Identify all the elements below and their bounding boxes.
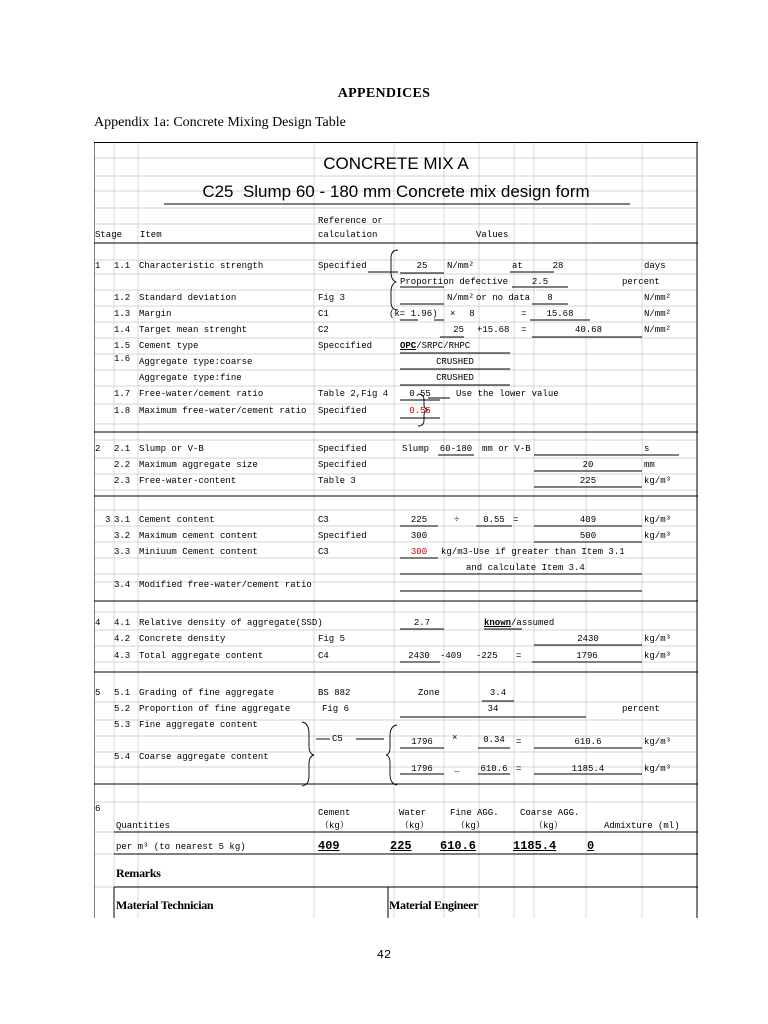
value-cell: 300 (410, 531, 428, 541)
item-reference: Specified (318, 460, 367, 470)
item-reference: BS 882 (318, 688, 351, 698)
value-cell: 1796 (411, 737, 433, 747)
col-cement: Cement (318, 808, 351, 818)
multiply-symbol: × (450, 309, 456, 319)
minimum-cement-note: kg/m3-Use if greater than Item 3.1 (441, 547, 625, 557)
item-label: Free-water-content (139, 476, 237, 486)
col-header-calculation: calculation (318, 230, 378, 240)
item-label: Proportion of fine aggregate (139, 704, 291, 714)
page-number: 42 (376, 948, 392, 962)
item-number: 3.2 (114, 531, 131, 541)
minus-cement: -409 (440, 651, 462, 661)
item-label: Characteristic strength (139, 261, 264, 271)
item-number: 1.5 (114, 341, 131, 351)
text-assumed: /assumed (511, 618, 555, 628)
item-reference: C3 (318, 547, 329, 557)
value-cell: 8 (469, 309, 475, 319)
col-fine-agg: Fine AGG. (450, 808, 499, 818)
unit-label: kg/m³ (644, 531, 672, 541)
value-cell: 2430 (577, 634, 599, 644)
equals-sign: = (516, 737, 522, 747)
item-label: Coarse aggregate content (139, 752, 269, 762)
item-reference: C5 (332, 734, 343, 744)
col-water: Water (399, 808, 427, 818)
item-reference: Specified (318, 261, 367, 271)
engineer-label: Material Engineer (389, 898, 479, 912)
value-cell: 1185.4 (571, 764, 605, 774)
item-label: Maximum free-water/cement ratio (139, 406, 307, 416)
col-header-reference: Reference or (318, 216, 383, 226)
value-cell: 610.6 (480, 764, 508, 774)
value-cell: 0.55 (409, 389, 431, 399)
item-reference: Fig 5 (318, 634, 346, 644)
item-reference: C3 (318, 515, 329, 525)
item-label: Miniuum Cement content (139, 547, 258, 557)
col-coarse-agg: Coarse AGG. (520, 808, 580, 818)
k-factor: (k= 1.96) (389, 309, 438, 319)
unit-kg: （kg） (456, 821, 485, 831)
value-cell: 2.7 (413, 618, 431, 628)
qty-water: 225 (390, 839, 412, 853)
multiply-symbol: × (452, 733, 458, 743)
item-number: 5.2 (114, 704, 131, 714)
item-number: 1.7 (114, 389, 131, 399)
qty-coarse: 1185.4 (513, 839, 557, 853)
unit-label: N/mm² (644, 293, 672, 303)
unit-label: kg/m³ (644, 515, 672, 525)
stage-number: 1 (95, 261, 101, 271)
item-reference: Table 3 (318, 476, 356, 486)
item-number: 2.3 (114, 476, 131, 486)
item-number: 1.3 (114, 309, 131, 319)
value-cell: 300 (410, 547, 428, 557)
unit-label: kg/m³ (644, 634, 672, 644)
form-title: CONCRETE MIX A (323, 154, 469, 173)
item-label: Total aggregate content (139, 651, 264, 661)
item-number: 5.4 (114, 752, 131, 762)
stage-number: 2 (95, 444, 101, 454)
stage-number: 4 (95, 618, 101, 628)
lower-value-note: Use the lower value (456, 389, 559, 399)
item-number: 3.3 (114, 547, 131, 557)
item-label: Cement content (139, 515, 215, 525)
item-reference: C4 (318, 651, 329, 661)
item-label: Free-water/cement ratio (139, 389, 264, 399)
value-cell: 8 (547, 293, 553, 303)
item-number: 4.1 (114, 618, 131, 628)
item-number: 1.4 (114, 325, 131, 335)
equals-sign: = (513, 515, 519, 525)
known-assumed (484, 618, 554, 628)
unit-label: N/mm² (447, 293, 475, 303)
plus-margin: +15.68 (477, 325, 510, 335)
appendix-subheading: Appendix 1a: Concrete Mixing Design Table (94, 115, 346, 130)
value-cell: 15.68 (546, 309, 574, 319)
item-label: Modified free-water/cement ratio (139, 580, 312, 590)
unit-label: kg/m³ (644, 737, 672, 747)
proportion-defective-label: Proportion defective (400, 277, 509, 287)
item-number: 3.4 (114, 580, 131, 590)
unit-label: kg/m³ (644, 764, 672, 774)
stage-number: 6 (95, 804, 101, 814)
value-cell: 0.34 (483, 735, 505, 745)
unit-kg: （kg） (534, 821, 563, 831)
value-cell: 500 (579, 531, 597, 541)
equals-sign: = (521, 309, 527, 319)
text-known: known (484, 618, 512, 628)
col-header-stage: Stage (95, 230, 123, 240)
item-reference: Table 2,Fig 4 (318, 389, 389, 399)
text-or-no-data: or no data (476, 293, 531, 303)
value-cell: 40.68 (574, 325, 602, 335)
unit-label: kg/m³ (644, 476, 672, 486)
unit-label: kg/m³ (644, 651, 672, 661)
item-reference: Fig 6 (322, 704, 350, 714)
value-cell: 25 (416, 261, 428, 271)
text-mm-or-vb: mm or V-B (482, 444, 531, 454)
qty-admixture: 0 (587, 839, 595, 853)
item-number: 1.1 (114, 261, 131, 271)
item-label: Standard deviation (139, 293, 237, 303)
text-zone: Zone (418, 688, 440, 698)
item-number: 2.2 (114, 460, 131, 470)
value-cell: 0.55 (409, 406, 431, 416)
value-cell: CRUSHED (436, 373, 474, 383)
equals-sign: = (521, 325, 527, 335)
item-number: 4.3 (114, 651, 131, 661)
minus-water: -225 (476, 651, 498, 661)
value-cell: 2.5 (531, 277, 549, 287)
unit-label: N/mm² (644, 325, 672, 335)
minimum-cement-note: and calculate Item 3.4 (466, 563, 585, 573)
stage-number: 3 (105, 515, 111, 525)
quantities-label: Quantities (116, 821, 171, 831)
item-number: 4.2 (114, 634, 131, 644)
value-cell: 34 (487, 704, 499, 714)
stage-number: 5 (95, 688, 101, 698)
per-m3-label: per m³ (to nearest 5 kg) (116, 842, 246, 852)
cement-opc: OPC (400, 341, 417, 351)
form-subtitle: C25 Slump 60 - 180 mm Concrete mix design form (202, 182, 590, 201)
value-cell: 1796 (411, 764, 433, 774)
item-label: Relative density of aggregate(SSD) (139, 618, 323, 628)
unit-kg: （kg） (400, 821, 429, 831)
item-label: Fine aggregate content (139, 720, 258, 730)
item-reference: Specified (318, 531, 367, 541)
item-number: 3.1 (114, 515, 131, 525)
value-cell: 0.55 (483, 515, 505, 525)
qty-fine: 610.6 (440, 839, 477, 853)
qty-cement: 409 (318, 839, 340, 853)
text-slump: Slump (402, 444, 430, 454)
col-header-values: Values (476, 230, 509, 240)
value-cell: 28 (552, 261, 564, 271)
item-reference: C2 (318, 325, 329, 335)
item-label: Target mean strenght (139, 325, 248, 335)
item-number: 2.1 (114, 444, 131, 454)
unit-kg: （kg） (320, 821, 349, 831)
minus-symbol: _ (454, 764, 460, 774)
item-label: Aggregate type:fine (139, 373, 242, 383)
item-reference: Speccified (318, 341, 373, 351)
divide-symbol: ÷ (454, 515, 460, 525)
remarks-label: Remarks (116, 866, 161, 880)
unit-label: N/mm² (644, 309, 672, 319)
unit-label: N/mm² (447, 261, 475, 271)
unit-label: days (644, 261, 666, 271)
item-number: 1.2 (114, 293, 131, 303)
item-number: 5.1 (114, 688, 131, 698)
value-cell: 25 (453, 325, 464, 335)
value-cell: 3.4 (489, 688, 507, 698)
value-cell: CRUSHED (436, 357, 474, 367)
unit-label: percent (622, 277, 660, 287)
value-cell: 20 (582, 460, 594, 470)
value-cell: 610.6 (574, 737, 602, 747)
unit-label: s (644, 444, 650, 454)
item-label: Slump or V-B (139, 444, 204, 454)
item-label: Aggregate type:coarse (139, 357, 253, 367)
value-cell: 409 (579, 515, 597, 525)
value-cell: 2430 (408, 651, 430, 661)
form-gridlines (94, 142, 698, 918)
item-number: 1.8 (114, 406, 131, 416)
item-reference: Specified (318, 444, 367, 454)
item-reference: C1 (318, 309, 329, 319)
item-label: Cement type (139, 341, 199, 351)
item-label: Margin (139, 309, 172, 319)
technician-label: Material Technician (116, 898, 214, 912)
equals-sign: = (516, 651, 522, 661)
cement-other: /SRPC/RHPC (416, 341, 471, 351)
value-cell: 225 (579, 476, 597, 486)
appendices-heading: APPENDICES (337, 86, 431, 101)
text-at: at (512, 261, 523, 271)
value-cell: 1796 (576, 651, 598, 661)
cement-type-value (400, 341, 470, 351)
item-number: 5.3 (114, 720, 131, 730)
col-admixture: Admixture (ml) (604, 821, 680, 831)
item-reference: Specified (318, 406, 367, 416)
mix-design-form (94, 142, 698, 918)
col-header-item: Item (140, 230, 162, 240)
unit-label: mm (644, 460, 655, 470)
equals-sign: = (516, 764, 522, 774)
value-cell: 225 (410, 515, 428, 525)
item-label: Maximum aggregate size (139, 460, 258, 470)
item-label: Maximum cement content (139, 531, 258, 541)
item-label: Grading of fine aggregate (139, 688, 275, 698)
unit-label: percent (622, 704, 660, 714)
item-number: 1.6 (114, 354, 131, 364)
item-label: Concrete density (139, 634, 226, 644)
item-reference: Fig 3 (318, 293, 346, 303)
value-cell: 60-180 (439, 444, 473, 454)
